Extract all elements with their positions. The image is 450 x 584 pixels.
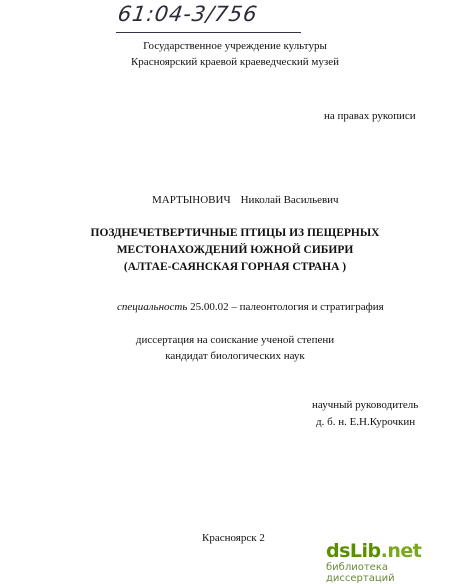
specialty-label: специальность	[117, 301, 188, 313]
specialty	[117, 301, 384, 313]
degree-line-1: диссертация на соискание ученой степени	[135, 334, 335, 346]
supervisor-name: д. б. н. Е.Н.Курочкин	[316, 416, 416, 428]
institution-line-1: Государственное учреждение культуры	[143, 40, 327, 52]
dslib-logo[interactable]	[326, 540, 421, 562]
thesis-title-line-2: МЕСТОНАХОЖДЕНИЙ ЮЖНОЙ СИБИРИ	[116, 244, 354, 256]
institution-line-2: Красноярский краевой краеведческий музей	[130, 56, 340, 68]
supervisor-label: научный руководитель	[312, 399, 419, 411]
city-year: Красноярск 2	[202, 532, 265, 544]
dslib-logo-tld: .net	[380, 540, 422, 562]
archive-underline	[116, 32, 301, 33]
archive-call-number: 61:04-3/756	[116, 2, 260, 26]
author-surname: МАРТЫНОВИЧ	[152, 194, 231, 206]
thesis-title-line-1: ПОЗДНЕЧЕТВЕРТИЧНЫЕ ПТИЦЫ ИЗ ПЕЩЕРНЫХ	[90, 227, 380, 239]
specialty-value: 25.00.02 – палеонтология и стратиграфия	[190, 301, 384, 313]
manuscript-note: на правах рукописи	[324, 110, 416, 122]
dslib-tagline: библиотека диссертаций	[326, 562, 395, 584]
author-name	[152, 194, 339, 206]
author-given-name: Николай Васильевич	[240, 194, 339, 206]
degree-line-2: кандидат биологических наук	[165, 350, 305, 362]
dslib-logo-main: dsLib	[326, 540, 381, 562]
thesis-title-line-3: (АЛТАЕ-САЯНСКАЯ ГОРНАЯ СТРАНА )	[123, 261, 347, 273]
